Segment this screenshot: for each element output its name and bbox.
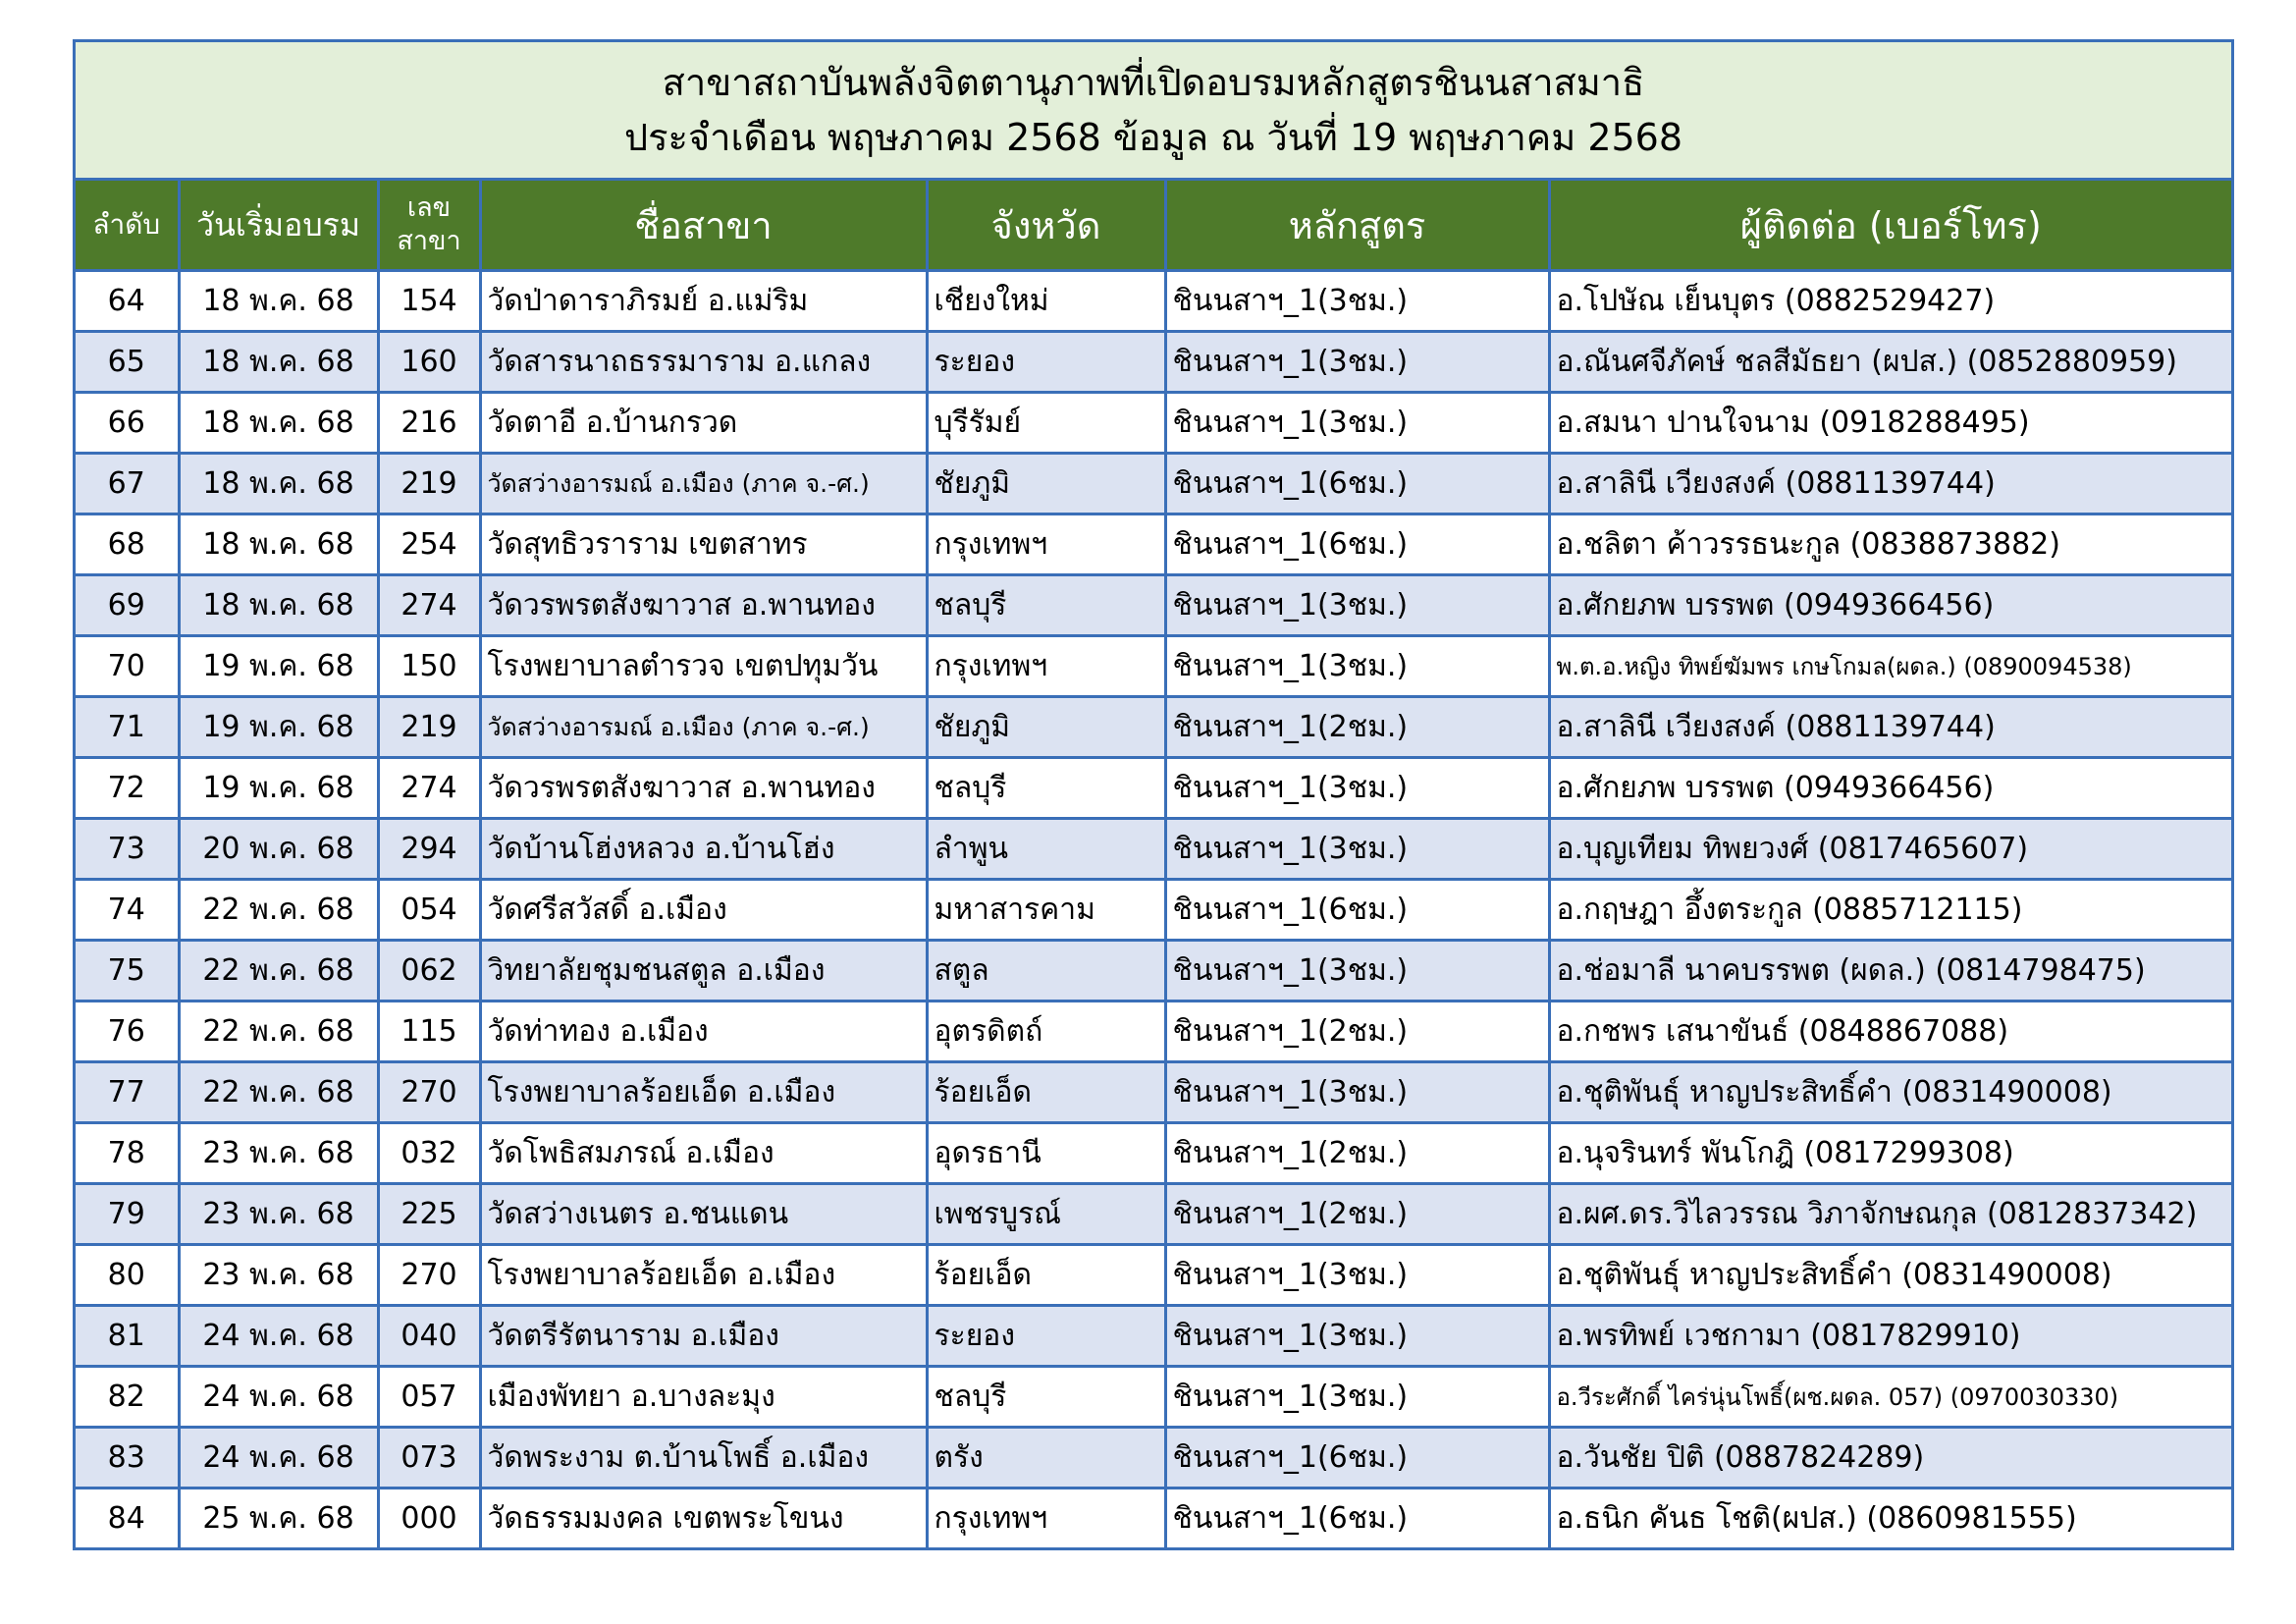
cell-province: กรุงเทพฯ bbox=[927, 1489, 1165, 1548]
cell-contact: อ.ชุติพันธุ์ หาญประสิทธิ์คำ (0831490008) bbox=[1549, 1062, 2231, 1123]
cell-course: ชินนสาฯ_1(6ชม.) bbox=[1165, 880, 1549, 941]
cell-branch-no: 040 bbox=[378, 1306, 480, 1367]
cell-province: ชลบุรี bbox=[927, 758, 1165, 819]
cell-start-date: 22 พ.ค. 68 bbox=[179, 1001, 378, 1062]
cell-branch-no: 219 bbox=[378, 454, 480, 514]
table-row bbox=[76, 1062, 2231, 1123]
cell-branch-name: วัดบ้านโฮ่งหลวง อ.บ้านโฮ่ง bbox=[480, 819, 927, 880]
cell-course: ชินนสาฯ_1(3ชม.) bbox=[1165, 332, 1549, 393]
cell-start-date: 24 พ.ค. 68 bbox=[179, 1367, 378, 1428]
cell-no: 84 bbox=[76, 1489, 179, 1548]
table-row bbox=[76, 332, 2231, 393]
table-row bbox=[76, 636, 2231, 697]
cell-course: ชินนสาฯ_1(2ชม.) bbox=[1165, 697, 1549, 758]
cell-course: ชินนสาฯ_1(2ชม.) bbox=[1165, 1001, 1549, 1062]
table-row bbox=[76, 1123, 2231, 1184]
cell-branch-name: วิทยาลัยชุมชนสตูล อ.เมือง bbox=[480, 941, 927, 1001]
cell-start-date: 18 พ.ค. 68 bbox=[179, 454, 378, 514]
cell-contact: อ.บุญเทียม ทิพยวงศ์ (0817465607) bbox=[1549, 819, 2231, 880]
cell-province: ร้อยเอ็ด bbox=[927, 1062, 1165, 1123]
cell-branch-no: 115 bbox=[378, 1001, 480, 1062]
cell-no: 71 bbox=[76, 697, 179, 758]
cell-branch-no: 254 bbox=[378, 514, 480, 575]
cell-start-date: 25 พ.ค. 68 bbox=[179, 1489, 378, 1548]
cell-contact: พ.ต.อ.หญิง ทิพย์ฆัมพร เกษโกมล(ผดล.) (0890094538) bbox=[1549, 636, 2231, 697]
cell-province: มหาสารคาม bbox=[927, 880, 1165, 941]
cell-branch-no: 216 bbox=[378, 393, 480, 454]
table-header-row bbox=[76, 181, 2231, 271]
cell-contact: อ.สาลินี เวียงสงค์ (0881139744) bbox=[1549, 454, 2231, 514]
cell-province: ลำพูน bbox=[927, 819, 1165, 880]
cell-branch-name: วัดศรีสวัสดิ์ อ.เมือง bbox=[480, 880, 927, 941]
cell-course: ชินนสาฯ_1(3ชม.) bbox=[1165, 271, 1549, 332]
table-row bbox=[76, 758, 2231, 819]
cell-no: 66 bbox=[76, 393, 179, 454]
table-row bbox=[76, 454, 2231, 514]
cell-branch-name: เมืองพัทยา อ.บางละมุง bbox=[480, 1367, 927, 1428]
cell-start-date: 23 พ.ค. 68 bbox=[179, 1184, 378, 1245]
cell-province: อุดรธานี bbox=[927, 1123, 1165, 1184]
cell-course: ชินนสาฯ_1(3ชม.) bbox=[1165, 1245, 1549, 1306]
table-row bbox=[76, 271, 2231, 332]
cell-start-date: 18 พ.ค. 68 bbox=[179, 514, 378, 575]
header-branch-no-line1: เลข bbox=[406, 192, 452, 223]
cell-branch-name: วัดธรรมมงคล เขตพระโขนง bbox=[480, 1489, 927, 1548]
page-title: สาขาสถาบันพลังจิตตานุภาพที่เปิดอบรมหลักสูตรชินนสาสมาธิ bbox=[662, 61, 1645, 104]
cell-contact: อ.ศักยภพ บรรพต (0949366456) bbox=[1549, 575, 2231, 636]
cell-province: เชียงใหม่ bbox=[927, 271, 1165, 332]
cell-branch-name: วัดตรีรัตนาราม อ.เมือง bbox=[480, 1306, 927, 1367]
header-branch-name: ชื่อสาขา bbox=[480, 181, 927, 271]
cell-branch-name: วัดสว่างอารมณ์ อ.เมือง (ภาค จ.-ศ.) bbox=[480, 454, 927, 514]
cell-branch-no: 057 bbox=[378, 1367, 480, 1428]
header-contact: ผู้ติดต่อ (เบอร์โทร) bbox=[1549, 181, 2231, 271]
cell-no: 73 bbox=[76, 819, 179, 880]
cell-course: ชินนสาฯ_1(3ชม.) bbox=[1165, 393, 1549, 454]
table-row bbox=[76, 697, 2231, 758]
page-subtitle: ประจำเดือน พฤษภาคม 2568 ข้อมูล ณ วันที่ 19 พฤษภาคม 2568 bbox=[623, 116, 1683, 159]
cell-contact: อ.วีระศักดิ์ ไคร่นุ่นโพธิ์(ผช.ผดล. 057) (0970030330) bbox=[1549, 1367, 2231, 1428]
cell-no: 81 bbox=[76, 1306, 179, 1367]
cell-course: ชินนสาฯ_1(6ชม.) bbox=[1165, 454, 1549, 514]
cell-start-date: 22 พ.ค. 68 bbox=[179, 880, 378, 941]
cell-branch-name: วัดวรพรตสังฆาวาส อ.พานทอง bbox=[480, 758, 927, 819]
table-row bbox=[76, 880, 2231, 941]
cell-start-date: 19 พ.ค. 68 bbox=[179, 758, 378, 819]
cell-no: 65 bbox=[76, 332, 179, 393]
cell-no: 68 bbox=[76, 514, 179, 575]
cell-province: อุตรดิตถ์ bbox=[927, 1001, 1165, 1062]
title-box bbox=[76, 42, 2231, 181]
cell-province: ร้อยเอ็ด bbox=[927, 1245, 1165, 1306]
cell-no: 82 bbox=[76, 1367, 179, 1428]
cell-contact: อ.นุจรินทร์ พันโกฎิ (0817299308) bbox=[1549, 1123, 2231, 1184]
cell-province: ชลบุรี bbox=[927, 1367, 1165, 1428]
cell-contact: อ.วันชัย ปิติ (0887824289) bbox=[1549, 1428, 2231, 1489]
cell-contact: อ.ธนิก คันธ โชติ(ผปส.) (0860981555) bbox=[1549, 1489, 2231, 1548]
cell-contact: อ.ณันศจีภัคษ์ ชลสีมัธยา (ผปส.) (0852880959) bbox=[1549, 332, 2231, 393]
cell-branch-no: 270 bbox=[378, 1245, 480, 1306]
cell-branch-name: โรงพยาบาลตำรวจ เขตปทุมวัน bbox=[480, 636, 927, 697]
cell-start-date: 23 พ.ค. 68 bbox=[179, 1123, 378, 1184]
header-course: หลักสูตร bbox=[1165, 181, 1549, 271]
header-no: ลำดับ bbox=[76, 181, 179, 271]
cell-branch-name: วัดสว่างเนตร อ.ชนแดน bbox=[480, 1184, 927, 1245]
cell-province: ชัยภูมิ bbox=[927, 454, 1165, 514]
cell-no: 75 bbox=[76, 941, 179, 1001]
cell-branch-no: 225 bbox=[378, 1184, 480, 1245]
table-row bbox=[76, 1184, 2231, 1245]
cell-start-date: 24 พ.ค. 68 bbox=[179, 1428, 378, 1489]
cell-start-date: 23 พ.ค. 68 bbox=[179, 1245, 378, 1306]
cell-branch-name: วัดโพธิสมภรณ์ อ.เมือง bbox=[480, 1123, 927, 1184]
branch-table bbox=[76, 181, 2231, 1547]
cell-start-date: 22 พ.ค. 68 bbox=[179, 1062, 378, 1123]
cell-branch-no: 150 bbox=[378, 636, 480, 697]
cell-province: ชัยภูมิ bbox=[927, 697, 1165, 758]
cell-branch-name: วัดวรพรตสังฆาวาส อ.พานทอง bbox=[480, 575, 927, 636]
cell-course: ชินนสาฯ_1(2ชม.) bbox=[1165, 1184, 1549, 1245]
cell-no: 78 bbox=[76, 1123, 179, 1184]
cell-branch-no: 160 bbox=[378, 332, 480, 393]
cell-start-date: 19 พ.ค. 68 bbox=[179, 697, 378, 758]
cell-branch-name: วัดสุทธิวราราม เขตสาทร bbox=[480, 514, 927, 575]
header-branch-no bbox=[378, 181, 480, 271]
cell-course: ชินนสาฯ_1(3ชม.) bbox=[1165, 575, 1549, 636]
cell-contact: อ.สาลินี เวียงสงค์ (0881139744) bbox=[1549, 697, 2231, 758]
cell-province: ชลบุรี bbox=[927, 575, 1165, 636]
cell-no: 72 bbox=[76, 758, 179, 819]
table-row bbox=[76, 1428, 2231, 1489]
cell-no: 77 bbox=[76, 1062, 179, 1123]
table-row bbox=[76, 1367, 2231, 1428]
cell-no: 79 bbox=[76, 1184, 179, 1245]
cell-course: ชินนสาฯ_1(3ชม.) bbox=[1165, 1306, 1549, 1367]
cell-province: เพชรบูรณ์ bbox=[927, 1184, 1165, 1245]
cell-province: สตูล bbox=[927, 941, 1165, 1001]
cell-start-date: 22 พ.ค. 68 bbox=[179, 941, 378, 1001]
header-branch-no-line2: สาขา bbox=[397, 226, 461, 256]
cell-start-date: 18 พ.ค. 68 bbox=[179, 332, 378, 393]
table-row bbox=[76, 1306, 2231, 1367]
header-province: จังหวัด bbox=[927, 181, 1165, 271]
cell-branch-name: วัดพระงาม ต.บ้านโพธิ์ อ.เมือง bbox=[480, 1428, 927, 1489]
cell-start-date: 24 พ.ค. 68 bbox=[179, 1306, 378, 1367]
table-row bbox=[76, 819, 2231, 880]
cell-branch-no: 062 bbox=[378, 941, 480, 1001]
cell-branch-no: 073 bbox=[378, 1428, 480, 1489]
cell-contact: อ.กฤษฎา อึ้งตระกูล (0885712115) bbox=[1549, 880, 2231, 941]
cell-branch-name: วัดท่าทอง อ.เมือง bbox=[480, 1001, 927, 1062]
cell-branch-no: 219 bbox=[378, 697, 480, 758]
cell-province: บุรีรัมย์ bbox=[927, 393, 1165, 454]
cell-course: ชินนสาฯ_1(3ชม.) bbox=[1165, 636, 1549, 697]
cell-branch-name: โรงพยาบาลร้อยเอ็ด อ.เมือง bbox=[480, 1245, 927, 1306]
cell-no: 69 bbox=[76, 575, 179, 636]
cell-contact: อ.สมนา ปานใจนาม (0918288495) bbox=[1549, 393, 2231, 454]
header-start-date: วันเริ่มอบรม bbox=[179, 181, 378, 271]
cell-branch-name: วัดป่าดาราภิรมย์ อ.แม่ริม bbox=[480, 271, 927, 332]
cell-start-date: 19 พ.ค. 68 bbox=[179, 636, 378, 697]
cell-no: 70 bbox=[76, 636, 179, 697]
table-row bbox=[76, 1245, 2231, 1306]
cell-course: ชินนสาฯ_1(6ชม.) bbox=[1165, 514, 1549, 575]
cell-province: กรุงเทพฯ bbox=[927, 636, 1165, 697]
cell-branch-name: วัดสารนาถธรรมาราม อ.แกลง bbox=[480, 332, 927, 393]
cell-no: 80 bbox=[76, 1245, 179, 1306]
cell-course: ชินนสาฯ_1(3ชม.) bbox=[1165, 1367, 1549, 1428]
cell-branch-name: วัดสว่างอารมณ์ อ.เมือง (ภาค จ.-ศ.) bbox=[480, 697, 927, 758]
cell-course: ชินนสาฯ_1(3ชม.) bbox=[1165, 1062, 1549, 1123]
cell-course: ชินนสาฯ_1(3ชม.) bbox=[1165, 758, 1549, 819]
cell-branch-no: 270 bbox=[378, 1062, 480, 1123]
schedule-sheet bbox=[73, 39, 2234, 1550]
table-row bbox=[76, 941, 2231, 1001]
cell-branch-no: 274 bbox=[378, 575, 480, 636]
cell-course: ชินนสาฯ_1(6ชม.) bbox=[1165, 1428, 1549, 1489]
cell-contact: อ.ชุติพันธุ์ หาญประสิทธิ์คำ (0831490008) bbox=[1549, 1245, 2231, 1306]
cell-branch-no: 154 bbox=[378, 271, 480, 332]
cell-course: ชินนสาฯ_1(6ชม.) bbox=[1165, 1489, 1549, 1548]
cell-contact: อ.โปษัณ เย็นบุตร (0882529427) bbox=[1549, 271, 2231, 332]
cell-no: 67 bbox=[76, 454, 179, 514]
cell-branch-name: โรงพยาบาลร้อยเอ็ด อ.เมือง bbox=[480, 1062, 927, 1123]
cell-no: 76 bbox=[76, 1001, 179, 1062]
cell-contact: อ.ศักยภพ บรรพต (0949366456) bbox=[1549, 758, 2231, 819]
cell-course: ชินนสาฯ_1(2ชม.) bbox=[1165, 1123, 1549, 1184]
cell-contact: อ.กชพร เสนาขันธ์ (0848867088) bbox=[1549, 1001, 2231, 1062]
table-row bbox=[76, 393, 2231, 454]
cell-course: ชินนสาฯ_1(3ชม.) bbox=[1165, 819, 1549, 880]
cell-course: ชินนสาฯ_1(3ชม.) bbox=[1165, 941, 1549, 1001]
cell-branch-no: 054 bbox=[378, 880, 480, 941]
table-row bbox=[76, 1489, 2231, 1548]
cell-contact: อ.ผศ.ดร.วิไลวรรณ วิภาจักษณกุล (0812837342) bbox=[1549, 1184, 2231, 1245]
cell-contact: อ.ช่อมาลี นาคบรรพต (ผดล.) (0814798475) bbox=[1549, 941, 2231, 1001]
cell-no: 64 bbox=[76, 271, 179, 332]
cell-branch-no: 032 bbox=[378, 1123, 480, 1184]
cell-start-date: 18 พ.ค. 68 bbox=[179, 393, 378, 454]
cell-no: 83 bbox=[76, 1428, 179, 1489]
cell-province: ระยอง bbox=[927, 332, 1165, 393]
cell-contact: อ.พรทิพย์ เวชกามา (0817829910) bbox=[1549, 1306, 2231, 1367]
cell-contact: อ.ชลิตา ค้าวรรธนะกูล (0838873882) bbox=[1549, 514, 2231, 575]
cell-province: ระยอง bbox=[927, 1306, 1165, 1367]
cell-no: 74 bbox=[76, 880, 179, 941]
table-row bbox=[76, 575, 2231, 636]
cell-branch-no: 274 bbox=[378, 758, 480, 819]
table-row bbox=[76, 514, 2231, 575]
cell-branch-no: 000 bbox=[378, 1489, 480, 1548]
cell-start-date: 18 พ.ค. 68 bbox=[179, 575, 378, 636]
cell-start-date: 20 พ.ค. 68 bbox=[179, 819, 378, 880]
cell-province: กรุงเทพฯ bbox=[927, 514, 1165, 575]
cell-start-date: 18 พ.ค. 68 bbox=[179, 271, 378, 332]
cell-province: ตรัง bbox=[927, 1428, 1165, 1489]
cell-branch-no: 294 bbox=[378, 819, 480, 880]
cell-branch-name: วัดตาอี อ.บ้านกรวด bbox=[480, 393, 927, 454]
table-row bbox=[76, 1001, 2231, 1062]
